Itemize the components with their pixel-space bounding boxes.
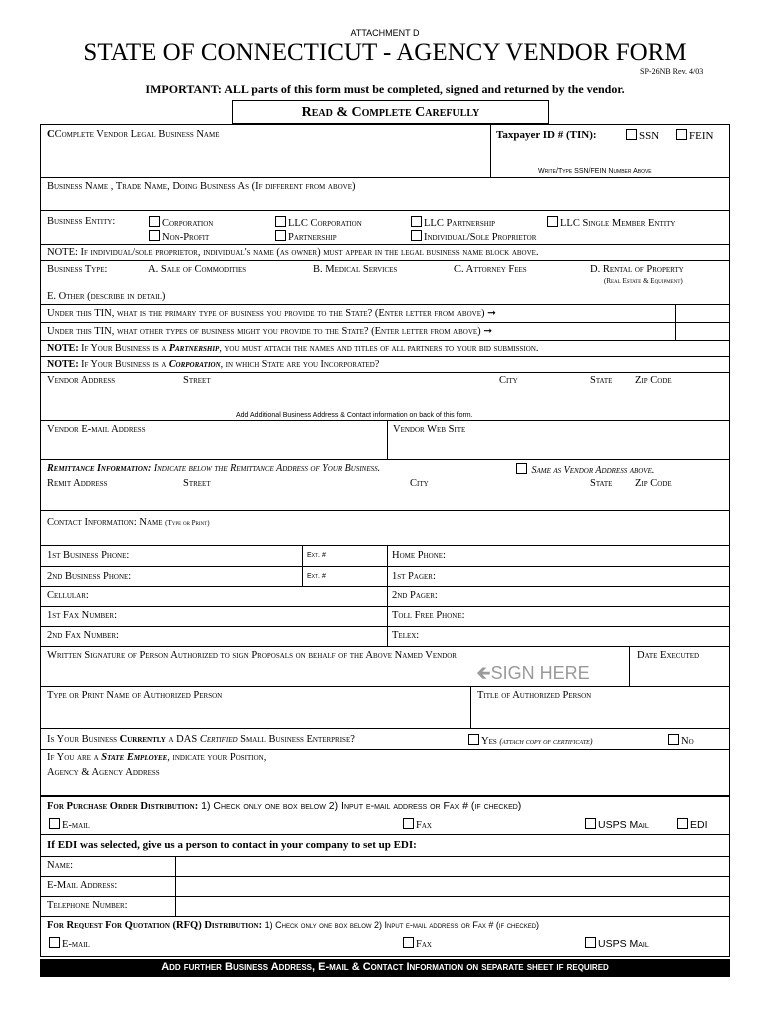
attachment-label: ATTACHMENT D: [350, 28, 420, 38]
sign-here-hint: 🡸SIGN HERE: [476, 663, 590, 683]
llc-single-member-option[interactable]: LLC Single Member Entity: [547, 216, 675, 230]
po-edi-checkbox[interactable]: [677, 818, 688, 829]
rfq-distribution-label: For Request For Quotation (RFQ) Distribution: 1) Check only one box below 2) Input e-mail address or Fax # (if checked): [47, 920, 540, 931]
title-field[interactable]: [477, 704, 725, 724]
remit-state-label: State: [590, 478, 613, 489]
po-edi-option[interactable]: EDI: [677, 818, 708, 831]
rfq-fax-option[interactable]: Fax: [403, 937, 432, 951]
tin-field[interactable]: [496, 145, 726, 167]
edi-email-label: E-Mail Address:: [47, 880, 118, 891]
non-profit-option[interactable]: Non-Profit: [149, 230, 209, 244]
remit-address-label: Remit Address: [47, 478, 108, 489]
phone2-ext-label: Ext. #: [307, 573, 326, 580]
dba-field[interactable]: [47, 194, 725, 208]
print-name-label: Type or Print Name of Authorized Person: [47, 690, 223, 701]
rfq-email-option[interactable]: E-mail: [49, 937, 90, 951]
edi-name-field[interactable]: [180, 858, 725, 873]
vendor-web-field[interactable]: [393, 437, 725, 455]
pager2-label: 2nd Pager:: [392, 590, 438, 601]
fax2-label: 2nd Fax Number:: [47, 630, 119, 641]
partnership-note: NOTE: If Your Business is a Partnership, you must attach the names and titles of all partners to your bid submission.: [47, 343, 539, 354]
business-type-e: E. Other (describe in detail): [47, 291, 166, 302]
tin-label: Taxpayer ID # (TIN):: [496, 129, 597, 141]
edi-contact-label: If EDI was selected, give us a person to contact in your company to set up EDI:: [47, 839, 417, 851]
dba-label: Business Name , Trade Name, Doing Business As (If different from above): [47, 181, 356, 192]
vendor-address-field[interactable]: [47, 388, 725, 408]
same-as-vendor-option[interactable]: Same as Vendor Address above.: [516, 463, 654, 476]
additional-address-note: Add Additional Business Address & Contact information on back of this form.: [236, 412, 473, 419]
po-email-checkbox[interactable]: [49, 818, 60, 829]
po-usps-checkbox[interactable]: [585, 818, 596, 829]
fax1-label: 1st Fax Number:: [47, 610, 118, 621]
date-executed-label: Date Executed: [637, 650, 700, 661]
remit-zip-label: Zip Code: [635, 478, 672, 489]
contact-name-field[interactable]: [290, 515, 725, 531]
legal-name-label: CComplete Vendor Legal Business Name: [47, 129, 220, 140]
pager1-label: 1st Pager:: [392, 571, 436, 582]
business-type-b: B. Medical Services: [313, 264, 398, 275]
sole-proprietor-option[interactable]: Individual/Sole Proprietor: [411, 230, 536, 244]
business-type-label: Business Type:: [47, 264, 108, 275]
po-email-option[interactable]: E-mail: [49, 818, 90, 832]
das-yes-checkbox[interactable]: [468, 734, 479, 745]
remittance-label: Remittance Information: Indicate below the Remittance Address of Your Business.: [47, 463, 381, 474]
llc-single-member-checkbox[interactable]: [547, 216, 558, 227]
po-fax-checkbox[interactable]: [403, 818, 414, 829]
vendor-web-label: Vendor Web Site: [393, 424, 466, 435]
rfq-usps-checkbox[interactable]: [585, 937, 596, 948]
rfq-usps-option[interactable]: USPS Mail: [585, 937, 649, 950]
edi-phone-label: Telephone Number:: [47, 900, 128, 911]
footer-banner: [40, 959, 730, 977]
street-label: Street: [183, 375, 211, 386]
remit-address-field[interactable]: [47, 491, 725, 507]
vendor-address-label: Vendor Address: [47, 375, 116, 386]
state-employee-line2: Agency & Agency Address: [47, 767, 160, 778]
llc-partnership-option[interactable]: LLC Partnership: [411, 216, 495, 230]
same-as-vendor-checkbox[interactable]: [516, 463, 527, 474]
ssn-option[interactable]: SSN: [626, 129, 659, 142]
cellular-label: Cellular:: [47, 590, 89, 601]
business-type-d-sub: (Real Estate & Equipment): [604, 277, 683, 285]
ssn-checkbox[interactable]: [626, 129, 637, 140]
llc-partnership-checkbox[interactable]: [411, 216, 422, 227]
das-yes-option[interactable]: Yes (attach copy of certificate): [468, 734, 593, 748]
edi-phone-field[interactable]: [180, 898, 725, 913]
business-type-d: D. Rental of Property: [590, 264, 684, 275]
po-usps-option[interactable]: USPS Mail: [585, 818, 649, 831]
edi-name-label: Name:: [47, 860, 74, 871]
zip-label: Zip Code: [635, 375, 672, 386]
phone1-ext-label: Ext. #: [307, 552, 326, 559]
rfq-email-checkbox[interactable]: [49, 937, 60, 948]
state-employee-field[interactable]: [360, 752, 725, 788]
fein-checkbox[interactable]: [676, 129, 687, 140]
important-notice: IMPORTANT: ALL parts of this form must be completed, signed and returned by the vendor.: [145, 82, 625, 96]
remit-city-label: City: [410, 478, 429, 489]
non-profit-checkbox[interactable]: [149, 230, 160, 241]
vendor-email-field[interactable]: [47, 437, 382, 455]
entity-label: Business Entity:: [47, 216, 116, 227]
tin-hint: Write/Type SSN/FEIN Number Above: [538, 168, 652, 175]
fein-option[interactable]: FEIN: [676, 129, 713, 142]
sole-proprietor-checkbox[interactable]: [411, 230, 422, 241]
city-label: City: [499, 375, 518, 386]
partnership-checkbox[interactable]: [275, 230, 286, 241]
das-question: Is Your Business Currently a DAS Certified Small Business Enterprise?: [47, 734, 355, 745]
primary-type-field[interactable]: [677, 306, 727, 320]
llc-corporation-checkbox[interactable]: [275, 216, 286, 227]
state-employee-line1: If You are a State Employee, indicate your Position,: [47, 752, 267, 763]
read-banner-text: Read & Complete Carefully: [301, 105, 480, 120]
signature-field[interactable]: [47, 663, 467, 683]
rfq-fax-checkbox[interactable]: [403, 937, 414, 948]
other-type-field[interactable]: [677, 324, 727, 338]
llc-corporation-option[interactable]: LLC Corporation: [275, 216, 362, 230]
edi-email-field[interactable]: [180, 878, 725, 893]
po-distribution-label: For Purchase Order Distribution: 1) Check only one box below 2) Input e-mail address or Fax # (if checked): [47, 800, 522, 812]
remit-street-label: Street: [183, 478, 211, 489]
home-phone-label: Home Phone:: [392, 550, 446, 561]
footer-banner-text: Add further Business Address, E-mail & Contact Information on separate sheet if required: [161, 961, 609, 973]
corporation-option[interactable]: Corporation: [149, 216, 213, 230]
read-banner: [232, 100, 549, 124]
form-title: STATE OF CONNECTICUT - AGENCY VENDOR FORM: [83, 39, 687, 66]
vendor-email-label: Vendor E-mail Address: [47, 424, 146, 435]
toll-free-label: Toll Free Phone:: [392, 610, 465, 621]
contact-name-label: Contact Information: Name (Type or Print): [47, 517, 210, 528]
signature-label: Written Signature of Person Authorized to sign Proposals on behalf of the Above Named Vendor: [47, 650, 457, 661]
partnership-option[interactable]: Partnership: [275, 230, 337, 244]
primary-type-question: Under this TIN, what is the primary type of business you provide to the State? (Enter letter from above) ➞: [47, 308, 496, 319]
legal-name-field[interactable]: [47, 142, 485, 174]
corporation-checkbox[interactable]: [149, 216, 160, 227]
form-id: SP-26NB Rev. 4/03: [640, 67, 704, 76]
title-label: Title of Authorized Person: [477, 690, 592, 701]
sole-proprietor-note: NOTE: If individual/sole proprietor, individual's name (as owner) must appear in the legal business name block above.: [47, 247, 539, 258]
das-no-checkbox[interactable]: [668, 734, 679, 745]
corporation-note: NOTE: If Your Business is a Corporation, in which State are you Incorporated?: [47, 359, 380, 370]
phone1-label: 1st Business Phone:: [47, 550, 130, 561]
other-type-question: Under this TIN, what other types of business might you provide to the State? (Enter letter from above) ➞: [47, 326, 493, 337]
date-executed-field[interactable]: [636, 663, 726, 683]
phone2-label: 2nd Business Phone:: [47, 571, 132, 582]
state-label: State: [590, 375, 613, 386]
das-no-option[interactable]: No: [668, 734, 694, 748]
po-fax-option[interactable]: Fax: [403, 818, 432, 832]
print-name-field[interactable]: [47, 704, 465, 724]
telex-label: Telex:: [392, 630, 420, 641]
business-type-a: A. Sale of Commodities: [148, 264, 247, 275]
business-type-c: C. Attorney Fees: [454, 264, 527, 275]
